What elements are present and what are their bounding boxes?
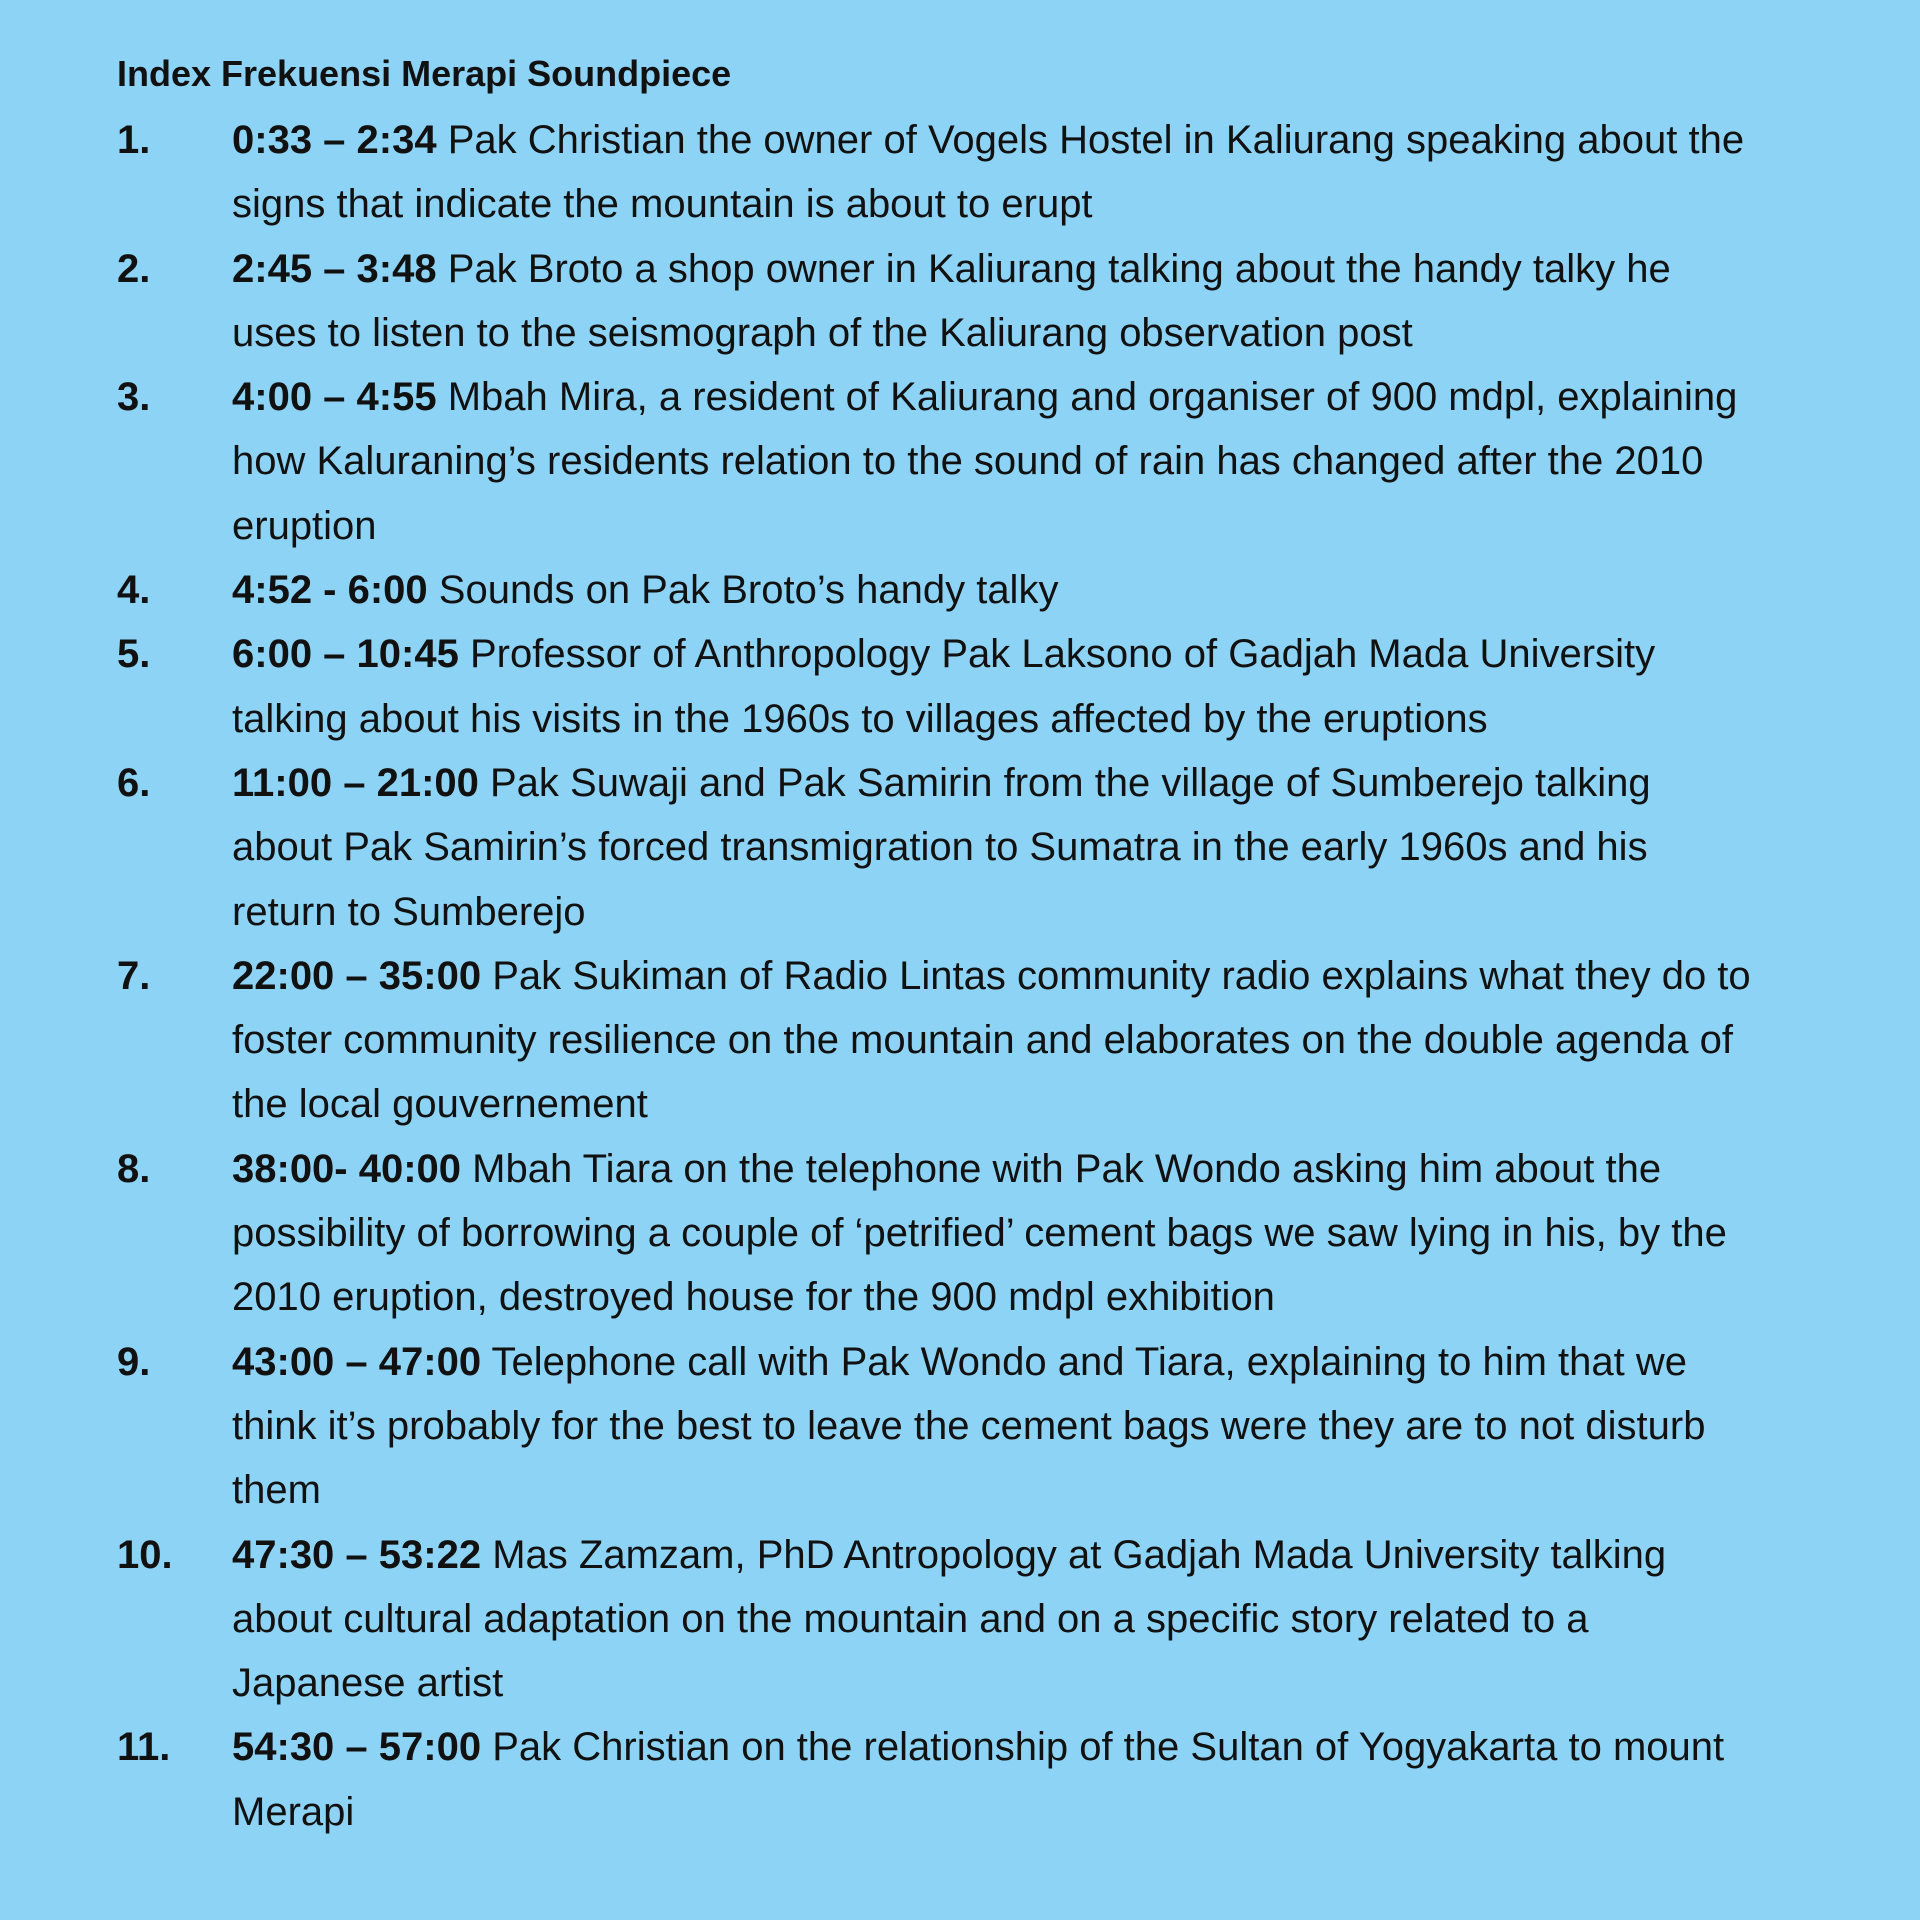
list-item: [117, 1715, 1817, 1844]
item-time: 43:00 – 47:00: [232, 1339, 482, 1384]
list-item: [117, 108, 1817, 237]
item-time: 0:33 – 2:34: [232, 118, 437, 162]
item-number: 6.: [117, 760, 151, 805]
item-number: 2.: [117, 246, 151, 291]
item-number: 4.: [117, 568, 151, 613]
item-time: 2:45 – 3:48: [232, 246, 437, 291]
list-item: [117, 365, 1817, 558]
item-number: 8.: [117, 1146, 151, 1191]
item-number: 3.: [117, 375, 151, 420]
item-text: Telephone call with Pak Wondo and Tiara, explaining to him that we think it’s probably for the best to leave the cement bags were they are to not disturb them: [232, 1339, 1706, 1513]
item-time: 47:30 – 53:22: [232, 1532, 482, 1577]
item-time: 22:00 – 35:00: [232, 953, 482, 998]
item-text: Pak Christian the owner of Vogels Hostel in Kaliurang speaking about the signs that indicate the mountain is about to erupt: [232, 118, 1745, 227]
list-item: [117, 237, 1817, 366]
item-body: [232, 751, 1752, 944]
item-text: Mbah Tiara on the telephone with Pak Wondo asking him about the possibility of borrowing a couple of ‘petrified’ cement bags we saw lying in his, by the 2010 eruption, destroyed house for the 900 mdpl exhibition: [232, 1146, 1727, 1320]
list-item: [117, 751, 1817, 944]
item-body: [232, 108, 1752, 237]
list-item: [117, 1330, 1817, 1523]
item-body: [232, 944, 1752, 1137]
item-body: [232, 1715, 1752, 1844]
item-body: [232, 1137, 1752, 1330]
item-text: Pak Sukiman of Radio Lintas community radio explains what they do to foster community resilience on the mountain and elaborates on the double agenda of the local gouvernement: [232, 953, 1751, 1127]
item-text: Sounds on Pak Broto’s handy talky: [438, 568, 1059, 613]
list-item: [117, 1523, 1817, 1716]
item-time: 4:52 - 6:00: [232, 568, 428, 613]
item-number: 1.: [117, 118, 151, 162]
item-text: Pak Broto a shop owner in Kaliurang talking about the handy talky he uses to listen to the seismograph of the Kaliurang observation post: [232, 246, 1671, 355]
list-item: [117, 944, 1817, 1137]
item-number: 5.: [117, 632, 151, 677]
list-item: [117, 622, 1817, 751]
item-time: 38:00- 40:00: [232, 1146, 462, 1191]
item-time: 6:00 – 10:45: [232, 632, 459, 677]
item-text: Professor of Anthropology Pak Laksono of Gadjah Mada University talking about his visits in the 1960s to villages affected by the eruptions: [232, 632, 1656, 741]
list-item: [117, 1137, 1817, 1330]
item-time: 54:30 – 57:00: [232, 1725, 482, 1770]
item-text: Pak Christian on the relationship of the Sultan of Yogyakarta to mount Merapi: [232, 1725, 1725, 1834]
page-title: Index Frekuensi Merapi Soundpiece: [117, 53, 732, 94]
item-body: [232, 1523, 1752, 1716]
item-body: [232, 622, 1752, 751]
item-body: [232, 558, 1752, 622]
item-text: Mas Zamzam, PhD Antropology at Gadjah Mada University talking about cultural adaptation on the mountain and on a specific story related to a Japanese artist: [232, 1532, 1667, 1706]
item-number: 10.: [117, 1532, 173, 1577]
item-text: Mbah Mira, a resident of Kaliurang and organiser of 900 mdpl, explaining how Kaluraning’s residents relation to the sound of rain has changed after the 2010 eruption: [232, 375, 1738, 548]
item-number: 11.: [117, 1725, 171, 1770]
item-time: 4:00 – 4:55: [232, 375, 437, 420]
item-body: [232, 365, 1752, 558]
item-number: 7.: [117, 953, 151, 998]
sound-index-list: [117, 108, 1817, 1844]
item-time: 11:00 – 21:00: [232, 760, 479, 805]
item-body: [232, 1330, 1752, 1523]
list-item: [117, 558, 1817, 622]
item-text: Pak Suwaji and Pak Samirin from the village of Sumberejo talking about Pak Samirin’s forced transmigration to Sumatra in the early 1960s and his return to Sumberejo: [232, 760, 1651, 934]
item-body: [232, 237, 1752, 366]
item-number: 9.: [117, 1339, 151, 1384]
